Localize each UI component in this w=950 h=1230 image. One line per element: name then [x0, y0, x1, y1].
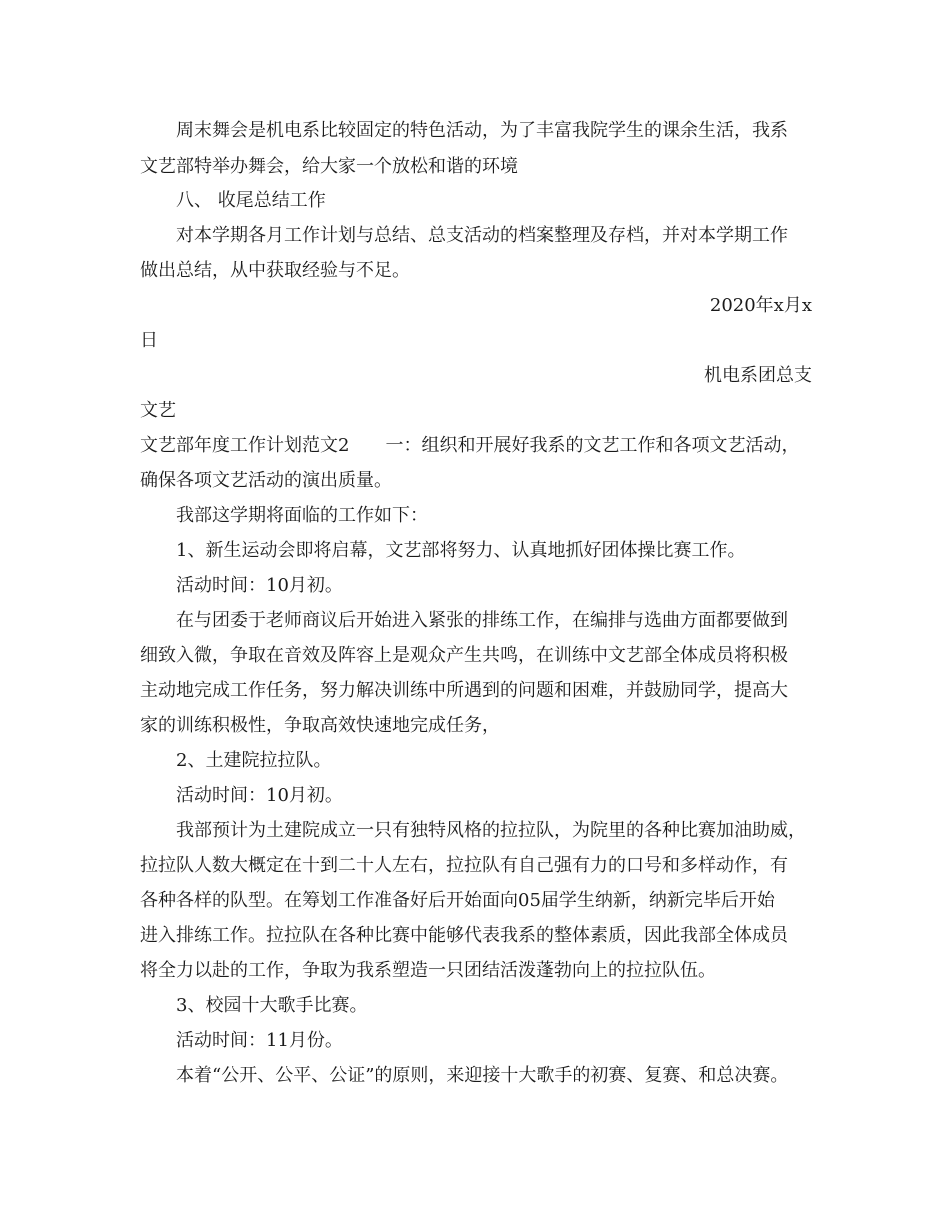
- paragraph-line: 周末舞会是机电系比较固定的特色活动，为了丰富我院学生的课余生活，我系: [176, 120, 788, 141]
- activity-time: 活动时间：11月份。: [176, 1030, 343, 1051]
- signature-line: 机电系团总支: [704, 365, 812, 386]
- paragraph-line: 拉拉队人数大概定在十到二十人左右，拉拉队有自己强有力的口号和多样动作，有: [140, 855, 788, 876]
- paragraph-line: 将全力以赴的工作，争取为我系塑造一只团结活泼蓬勃向上的拉拉队伍。: [140, 960, 716, 981]
- list-item-heading: 1、新生运动会即将启幕，文艺部将努力、认真地抓好团体操比赛工作。: [176, 540, 746, 561]
- date-line-continued: 日: [140, 330, 158, 351]
- paragraph-line: 做出总结，从中获取经验与不足。: [140, 260, 410, 281]
- paragraph-line: 对本学期各月工作计划与总结、总支活动的档案整理及存档，并对本学期工作: [176, 225, 788, 246]
- paragraph-line: 我部这学期将面临的工作如下：: [176, 505, 428, 526]
- section-heading: 八、 收尾总结工作: [176, 190, 326, 211]
- paragraph-line: 我部预计为土建院成立一只有独特风格的拉拉队，为院里的各种比赛加油助威，: [176, 820, 806, 841]
- activity-time: 活动时间：10月初。: [176, 575, 343, 596]
- list-item-heading: 3、校园十大歌手比赛。: [176, 995, 368, 1016]
- paragraph-line: 本着“公开、公平、公证”的原则，来迎接十大歌手的初赛、复赛、和总决赛。: [176, 1065, 789, 1086]
- activity-time: 活动时间：10月初。: [176, 785, 343, 806]
- paragraph-line: 文艺部特举办舞会，给大家一个放松和谐的环境: [140, 156, 518, 177]
- paragraph-line: 进入排练工作。拉拉队在各种比赛中能够代表我系的整体素质，因此我部全体成员: [140, 925, 788, 946]
- list-item-heading: 2、土建院拉拉队。: [176, 750, 332, 771]
- date-line: 2020年x月x: [709, 295, 812, 316]
- paragraph-line: 在与团委于老师商议后开始进入紧张的排练工作，在编排与选曲方面都要做到: [176, 610, 788, 631]
- signature-line-continued: 文艺: [140, 400, 176, 421]
- paragraph-line: 家的训练积极性，争取高效快速地完成任务，: [140, 715, 500, 736]
- paragraph-line: 各种各样的队型。在筹划工作准备好后开始面向05届学生纳新，纳新完毕后开始: [140, 890, 775, 911]
- paragraph-line: 细致入微，争取在音效及阵容上是观众产生共鸣，在训练中文艺部全体成员将积极: [140, 645, 788, 666]
- document-title-line: 文艺部年度工作计划范文2 一：组织和开展好我系的文艺工作和各项文艺活动，: [140, 435, 800, 456]
- paragraph-line: 确保各项文艺活动的演出质量。: [140, 470, 392, 491]
- paragraph-line: 主动地完成工作任务，努力解决训练中所遇到的问题和困难，并鼓励同学，提高大: [140, 680, 788, 701]
